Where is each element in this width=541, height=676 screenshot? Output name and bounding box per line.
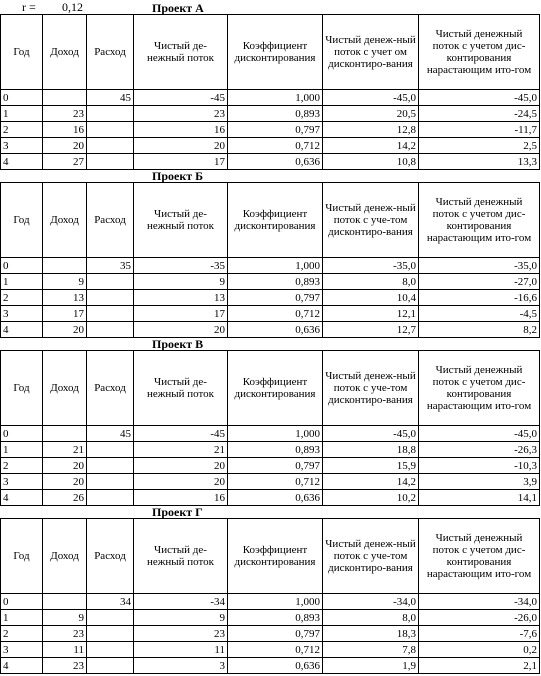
cell-year[interactable]: 3 bbox=[1, 138, 43, 154]
table-row bbox=[1, 322, 540, 338]
cell-factor[interactable]: 1,000 bbox=[228, 594, 323, 610]
cell-net[interactable]: 20 bbox=[134, 322, 228, 338]
cell-discounted[interactable]: 7,8 bbox=[323, 642, 419, 658]
cell-year[interactable]: 3 bbox=[1, 474, 43, 490]
cell-discounted[interactable]: 8,0 bbox=[323, 274, 419, 290]
cell-year[interactable]: 0 bbox=[1, 90, 43, 106]
cell-income[interactable]: 9 bbox=[43, 610, 87, 626]
cell-year[interactable]: 3 bbox=[1, 306, 43, 322]
table-row bbox=[1, 426, 540, 442]
header-expense: Расход bbox=[87, 15, 134, 90]
cell-net[interactable]: 16 bbox=[134, 122, 228, 138]
cell-factor[interactable]: 0,636 bbox=[228, 658, 323, 674]
cell-factor[interactable]: 0,797 bbox=[228, 626, 323, 642]
cell-factor[interactable]: 0,636 bbox=[228, 490, 323, 506]
table-row bbox=[1, 626, 540, 642]
table-row bbox=[1, 474, 540, 490]
cell-factor[interactable]: 0,797 bbox=[228, 458, 323, 474]
cell-year[interactable]: 2 bbox=[1, 290, 43, 306]
cell-factor[interactable]: 0,712 bbox=[228, 138, 323, 154]
cell-net[interactable]: 11 bbox=[134, 642, 228, 658]
cell-income[interactable] bbox=[43, 426, 87, 442]
cell-year[interactable]: 2 bbox=[1, 626, 43, 642]
cell-net[interactable]: 9 bbox=[134, 274, 228, 290]
cell-discounted[interactable]: 12,7 bbox=[323, 322, 419, 338]
table-row bbox=[1, 90, 540, 106]
cell-discounted[interactable]: 12,1 bbox=[323, 306, 419, 322]
table-row bbox=[1, 122, 540, 138]
cell-cumulative[interactable]: -10,3 bbox=[419, 458, 540, 474]
cell-factor[interactable]: 0,636 bbox=[228, 154, 323, 170]
cell-income[interactable]: 20 bbox=[43, 138, 87, 154]
table-row bbox=[1, 490, 540, 506]
cell-discounted[interactable]: 14,2 bbox=[323, 474, 419, 490]
rate-value[interactable]: 0,12 bbox=[62, 0, 83, 14]
cell-year[interactable]: 1 bbox=[1, 610, 43, 626]
table-row bbox=[1, 290, 540, 306]
header-cumulative: Чистый денежный поток с учетом дис-контирования нарастающим ито-гом bbox=[419, 519, 540, 594]
cell-income[interactable]: 9 bbox=[43, 274, 87, 290]
cell-discounted[interactable]: 10,2 bbox=[323, 490, 419, 506]
cell-year[interactable]: 0 bbox=[1, 258, 43, 274]
cell-discounted[interactable]: -34,0 bbox=[323, 594, 419, 610]
cell-factor[interactable]: 0,893 bbox=[228, 106, 323, 122]
header-row bbox=[1, 15, 540, 90]
cell-cumulative[interactable]: 13,3 bbox=[419, 154, 540, 170]
cell-expense[interactable] bbox=[87, 122, 134, 138]
header-discount-factor: Коэффициент дисконтирования bbox=[228, 351, 323, 426]
header-discounted-flow: Чистый денеж-ный поток с уче-том дисконтиро-вания bbox=[323, 183, 419, 258]
cell-income[interactable]: 20 bbox=[43, 474, 87, 490]
cell-cumulative[interactable]: 0,2 bbox=[419, 642, 540, 658]
project-b-title: Проект Б bbox=[152, 169, 204, 183]
table-row bbox=[1, 594, 540, 610]
cell-expense[interactable] bbox=[87, 154, 134, 170]
table-row bbox=[1, 154, 540, 170]
cell-cumulative[interactable]: -35,0 bbox=[419, 258, 540, 274]
project-v-title: Проект В bbox=[152, 337, 204, 351]
cell-cumulative[interactable]: 8,2 bbox=[419, 322, 540, 338]
header-net-flow: Чистый де-нежный поток bbox=[134, 351, 228, 426]
cell-income[interactable]: 23 bbox=[43, 626, 87, 642]
header-discount-factor: Коэффициент дисконтирования bbox=[228, 15, 323, 90]
cell-net[interactable]: 16 bbox=[134, 490, 228, 506]
cell-year[interactable]: 4 bbox=[1, 322, 43, 338]
header-income: Доход bbox=[43, 183, 87, 258]
header-row bbox=[1, 519, 540, 594]
cell-expense[interactable] bbox=[87, 306, 134, 322]
cell-discounted[interactable]: 1,9 bbox=[323, 658, 419, 674]
table-row bbox=[1, 274, 540, 290]
cell-net[interactable]: 13 bbox=[134, 290, 228, 306]
table-row bbox=[1, 658, 540, 674]
cell-discounted[interactable]: 20,5 bbox=[323, 106, 419, 122]
cell-net[interactable]: 20 bbox=[134, 138, 228, 154]
header-year: Год bbox=[1, 519, 43, 594]
cell-factor[interactable]: 0,712 bbox=[228, 642, 323, 658]
cell-factor[interactable]: 0,636 bbox=[228, 322, 323, 338]
header-discounted-flow: Чистый денеж-ный поток с уче-том дисконтиро-вания bbox=[323, 351, 419, 426]
cell-cumulative[interactable]: -11,7 bbox=[419, 122, 540, 138]
cell-cumulative[interactable]: 14,1 bbox=[419, 490, 540, 506]
cell-discounted[interactable]: -45,0 bbox=[323, 426, 419, 442]
cell-income[interactable]: 20 bbox=[43, 322, 87, 338]
cell-net[interactable]: 9 bbox=[134, 610, 228, 626]
cell-income[interactable] bbox=[43, 258, 87, 274]
cell-expense[interactable] bbox=[87, 642, 134, 658]
cell-cumulative[interactable]: -45,0 bbox=[419, 90, 540, 106]
cell-discounted[interactable]: 18,8 bbox=[323, 442, 419, 458]
cell-discounted[interactable]: 18,3 bbox=[323, 626, 419, 642]
cell-expense[interactable] bbox=[87, 138, 134, 154]
cell-factor[interactable]: 0,893 bbox=[228, 274, 323, 290]
cell-discounted[interactable]: 15,9 bbox=[323, 458, 419, 474]
cell-year[interactable]: 2 bbox=[1, 122, 43, 138]
cell-year[interactable]: 4 bbox=[1, 658, 43, 674]
header-discount-factor: Коэффициент дисконтирования bbox=[228, 519, 323, 594]
header-row bbox=[1, 183, 540, 258]
cell-factor[interactable]: 1,000 bbox=[228, 90, 323, 106]
cell-factor[interactable]: 0,893 bbox=[228, 610, 323, 626]
cell-cumulative[interactable]: -24,5 bbox=[419, 106, 540, 122]
cell-expense[interactable] bbox=[87, 610, 134, 626]
cell-cumulative[interactable]: -4,5 bbox=[419, 306, 540, 322]
cell-expense[interactable]: 35 bbox=[87, 258, 134, 274]
project-a-table bbox=[0, 14, 540, 170]
header-expense: Расход bbox=[87, 183, 134, 258]
cell-year[interactable]: 1 bbox=[1, 274, 43, 290]
cell-net[interactable]: 17 bbox=[134, 154, 228, 170]
cell-cumulative[interactable]: -27,0 bbox=[419, 274, 540, 290]
header-income: Доход bbox=[43, 351, 87, 426]
cell-discounted[interactable]: -45,0 bbox=[323, 90, 419, 106]
cell-income[interactable]: 23 bbox=[43, 658, 87, 674]
cell-net[interactable]: 3 bbox=[134, 658, 228, 674]
header-discounted-flow: Чистый денеж-ный поток с уче-том дисконтиро-вания bbox=[323, 519, 419, 594]
cell-net[interactable]: 21 bbox=[134, 442, 228, 458]
cell-cumulative[interactable]: -34,0 bbox=[419, 594, 540, 610]
header-cumulative: Чистый денежный поток с учетом дис-контирования нарастающим ито-гом bbox=[419, 351, 540, 426]
cell-cumulative[interactable]: 2,5 bbox=[419, 138, 540, 154]
header-discounted-flow: Чистый денеж-ный поток с учет ом дисконтиро-вания bbox=[323, 15, 419, 90]
cell-cumulative[interactable]: -26,3 bbox=[419, 442, 540, 458]
header-income: Доход bbox=[43, 519, 87, 594]
header-net-flow: Чистый де-нежный поток bbox=[134, 15, 228, 90]
cell-discounted[interactable]: 10,8 bbox=[323, 154, 419, 170]
cell-expense[interactable] bbox=[87, 474, 134, 490]
cell-factor[interactable]: 0,712 bbox=[228, 474, 323, 490]
cell-factor[interactable]: 0,797 bbox=[228, 290, 323, 306]
header-row bbox=[1, 351, 540, 426]
project-g-table bbox=[0, 518, 540, 674]
cell-year[interactable]: 4 bbox=[1, 490, 43, 506]
header-expense: Расход bbox=[87, 519, 134, 594]
project-v-table bbox=[0, 350, 540, 506]
cell-factor[interactable]: 0,712 bbox=[228, 306, 323, 322]
cell-cumulative[interactable]: -7,6 bbox=[419, 626, 540, 642]
table-row bbox=[1, 138, 540, 154]
header-net-flow: Чистый де-нежный поток bbox=[134, 183, 228, 258]
cell-income[interactable]: 20 bbox=[43, 458, 87, 474]
project-b-table bbox=[0, 182, 540, 338]
project-g-title: Проект Г bbox=[152, 505, 203, 519]
cell-net[interactable]: 23 bbox=[134, 626, 228, 642]
cell-net[interactable]: 23 bbox=[134, 106, 228, 122]
cell-expense[interactable] bbox=[87, 274, 134, 290]
cell-factor[interactable]: 1,000 bbox=[228, 258, 323, 274]
cell-cumulative[interactable]: -26,0 bbox=[419, 610, 540, 626]
table-row bbox=[1, 306, 540, 322]
table-row bbox=[1, 610, 540, 626]
cell-net[interactable]: 20 bbox=[134, 458, 228, 474]
table-row bbox=[1, 106, 540, 122]
table-row bbox=[1, 642, 540, 658]
header-cumulative: Чистый денежный поток с учетом дис-контирования нарастающим ито-гом bbox=[419, 183, 540, 258]
cell-discounted[interactable]: 10,4 bbox=[323, 290, 419, 306]
cell-income[interactable]: 17 bbox=[43, 306, 87, 322]
cell-income[interactable]: 11 bbox=[43, 642, 87, 658]
header-net-flow: Чистый де-нежный поток bbox=[134, 519, 228, 594]
project-a-title: Проект А bbox=[152, 1, 204, 15]
cell-expense[interactable] bbox=[87, 626, 134, 642]
rate-label: r = bbox=[22, 0, 36, 14]
cell-cumulative[interactable]: 3,9 bbox=[419, 474, 540, 490]
cell-expense[interactable] bbox=[87, 442, 134, 458]
cell-income[interactable]: 26 bbox=[43, 490, 87, 506]
header-income: Доход bbox=[43, 15, 87, 90]
cell-net[interactable]: 20 bbox=[134, 474, 228, 490]
cell-discounted[interactable]: -35,0 bbox=[323, 258, 419, 274]
cell-discounted[interactable]: 14,2 bbox=[323, 138, 419, 154]
cell-income[interactable]: 21 bbox=[43, 442, 87, 458]
cell-year[interactable]: 4 bbox=[1, 154, 43, 170]
cell-expense[interactable] bbox=[87, 290, 134, 306]
header-year: Год bbox=[1, 351, 43, 426]
cell-net[interactable]: -35 bbox=[134, 258, 228, 274]
cell-expense[interactable] bbox=[87, 490, 134, 506]
cell-year[interactable]: 1 bbox=[1, 442, 43, 458]
cell-expense[interactable]: 45 bbox=[87, 90, 134, 106]
table-row bbox=[1, 258, 540, 274]
header-year: Год bbox=[1, 15, 43, 90]
cell-year[interactable]: 3 bbox=[1, 642, 43, 658]
cell-cumulative[interactable]: -16,6 bbox=[419, 290, 540, 306]
cell-income[interactable]: 27 bbox=[43, 154, 87, 170]
cell-net[interactable]: -34 bbox=[134, 594, 228, 610]
header-discount-factor: Коэффициент дисконтирования bbox=[228, 183, 323, 258]
cell-year[interactable]: 2 bbox=[1, 458, 43, 474]
table-row bbox=[1, 442, 540, 458]
cell-year[interactable]: 0 bbox=[1, 594, 43, 610]
cell-expense[interactable] bbox=[87, 322, 134, 338]
cell-expense[interactable] bbox=[87, 658, 134, 674]
cell-income[interactable]: 16 bbox=[43, 122, 87, 138]
header-cumulative: Чистый денежный поток с учетом дис-контирования нарастающим ито-гом bbox=[419, 15, 540, 90]
cell-year[interactable]: 1 bbox=[1, 106, 43, 122]
cell-cumulative[interactable]: -45,0 bbox=[419, 426, 540, 442]
cell-factor[interactable]: 0,797 bbox=[228, 122, 323, 138]
cell-income[interactable]: 13 bbox=[43, 290, 87, 306]
cell-income[interactable] bbox=[43, 90, 87, 106]
cell-net[interactable]: -45 bbox=[134, 90, 228, 106]
cell-cumulative[interactable]: 2,1 bbox=[419, 658, 540, 674]
header-expense: Расход bbox=[87, 351, 134, 426]
cell-discounted[interactable]: 12,8 bbox=[323, 122, 419, 138]
cell-expense[interactable] bbox=[87, 106, 134, 122]
cell-factor[interactable]: 0,893 bbox=[228, 442, 323, 458]
cell-net[interactable]: -45 bbox=[134, 426, 228, 442]
cell-income[interactable] bbox=[43, 594, 87, 610]
cell-income[interactable]: 23 bbox=[43, 106, 87, 122]
cell-expense[interactable] bbox=[87, 458, 134, 474]
table-row bbox=[1, 458, 540, 474]
cell-discounted[interactable]: 8,0 bbox=[323, 610, 419, 626]
cell-expense[interactable]: 34 bbox=[87, 594, 134, 610]
discount-rate-row bbox=[0, 0, 541, 14]
cell-net[interactable]: 17 bbox=[134, 306, 228, 322]
cell-factor[interactable]: 1,000 bbox=[228, 426, 323, 442]
header-year: Год bbox=[1, 183, 43, 258]
cell-expense[interactable]: 45 bbox=[87, 426, 134, 442]
cell-year[interactable]: 0 bbox=[1, 426, 43, 442]
